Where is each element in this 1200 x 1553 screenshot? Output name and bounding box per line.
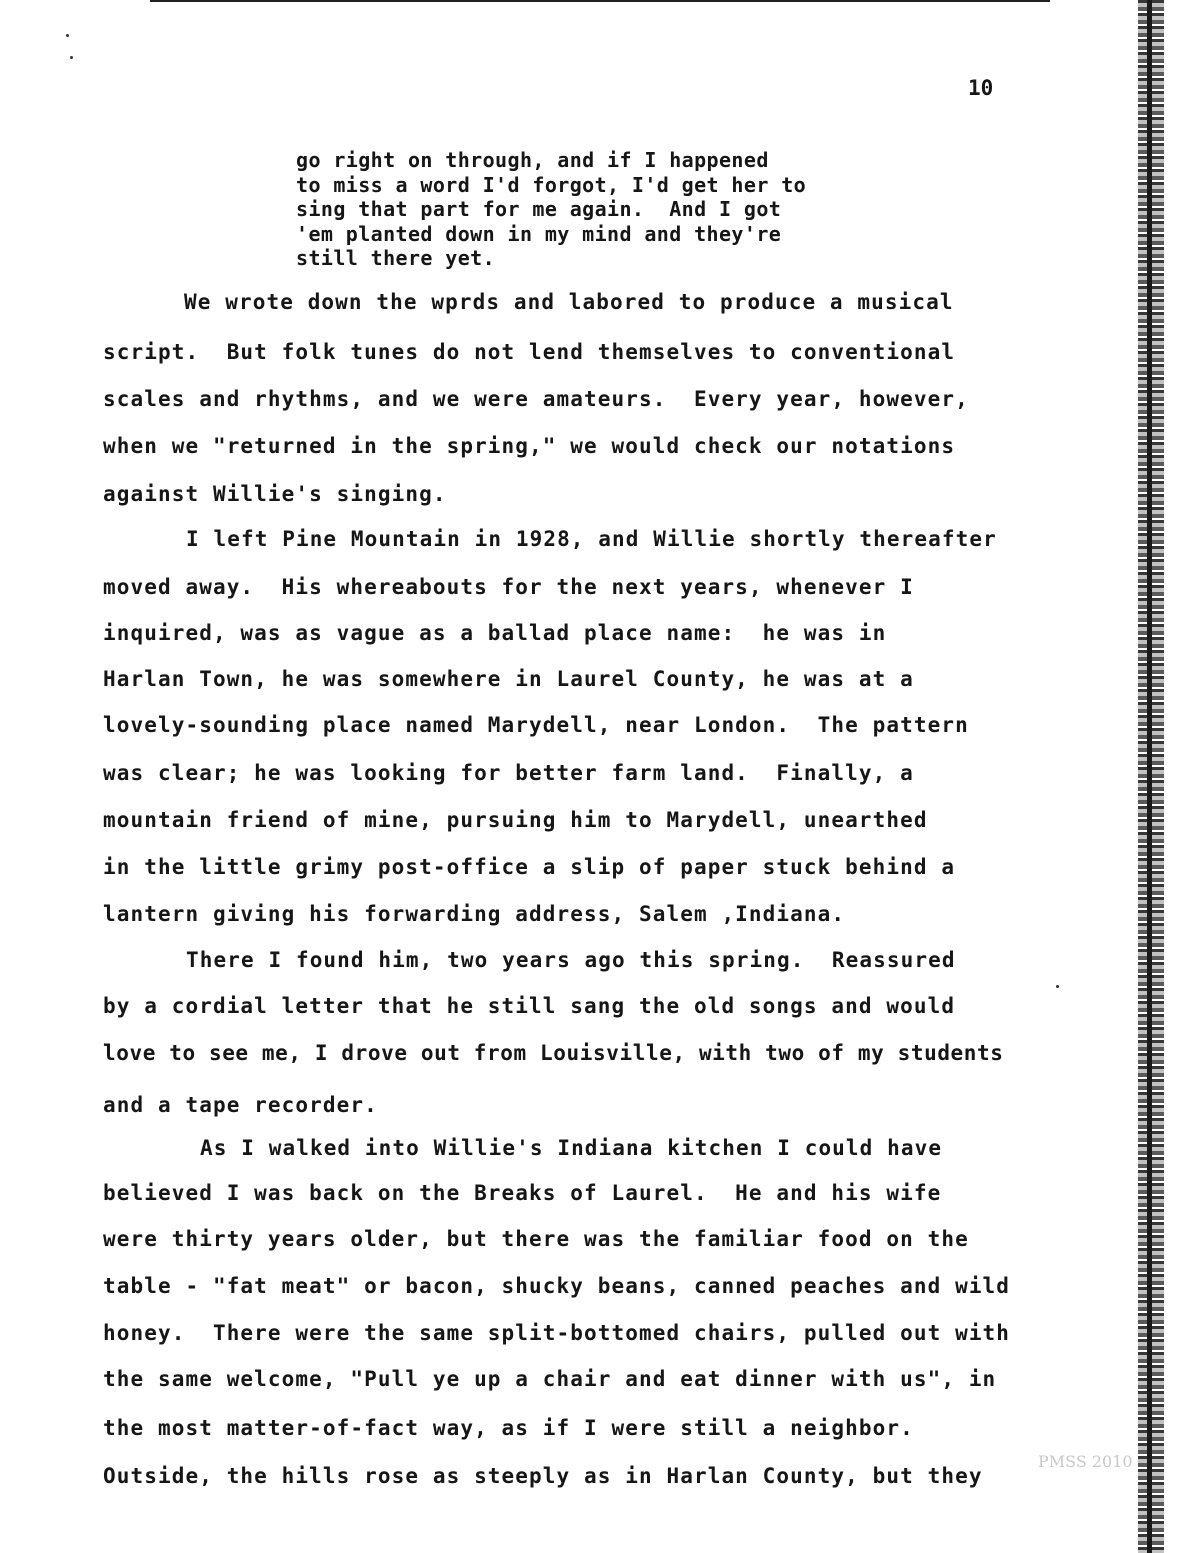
body-line: honey. There were the same split-bottomed chairs, pulled out with xyxy=(103,1321,1011,1345)
scan-edge-line xyxy=(1147,0,1152,1553)
speck xyxy=(1056,985,1059,988)
quote-line: still there yet. xyxy=(296,246,496,271)
quote-line: to miss a word I'd forgot, I'd get her to xyxy=(296,172,807,197)
body-line: As I walked into Willie's Indiana kitchen I could have xyxy=(200,1136,943,1160)
watermark: PMSS 2010 xyxy=(1038,1452,1133,1471)
body-line: in the little grimy post-office a slip of paper stuck behind a xyxy=(103,855,956,879)
body-line: script. But folk tunes do not lend themselves to conventional xyxy=(103,340,956,364)
body-line: were thirty years older, but there was the familiar food on the xyxy=(103,1227,969,1251)
body-line: scales and rhythms, and we were amateurs. Every year, however, xyxy=(103,387,969,411)
body-line: We wrote down the wprds and labored to produce a musical xyxy=(184,290,954,314)
quote-line: 'em planted down in my mind and they're xyxy=(296,221,782,246)
body-line: and a tape recorder. xyxy=(103,1093,378,1117)
body-line: by a cordial letter that he still sang the old songs and would xyxy=(103,994,956,1018)
body-line: believed I was back on the Breaks of Laurel. He and his wife xyxy=(103,1181,942,1205)
body-line: There I found him, two years ago this spring. Reassured xyxy=(186,948,956,972)
body-line: inquired, was as vague as a ballad place name: he was in xyxy=(103,621,887,645)
speck xyxy=(70,56,73,59)
body-line: the same welcome, "Pull ye up a chair and eat dinner with us", in xyxy=(103,1367,997,1391)
body-line: Outside, the hills rose as steeply as in Harlan County, but they xyxy=(103,1464,983,1488)
body-line: I left Pine Mountain in 1928, and Willie shortly thereafter xyxy=(186,527,997,551)
body-line: lovely-sounding place named Marydell, near London. The pattern xyxy=(103,713,969,737)
body-line: when we "returned in the spring," we would check our notations xyxy=(103,434,956,458)
top-rule xyxy=(150,0,1050,2)
speck xyxy=(66,34,69,37)
quote-line: sing that part for me again. And I got xyxy=(296,197,782,222)
body-line: mountain friend of mine, pursuing him to Marydell, unearthed xyxy=(103,808,928,832)
body-line: love to see me, I drove out from Louisville, with two of my students xyxy=(103,1041,1004,1065)
body-line: against Willie's singing. xyxy=(103,482,447,506)
body-line: the most matter-of-fact way, as if I were still a neighbor. xyxy=(103,1416,914,1440)
body-line: moved away. His whereabouts for the next years, whenever I xyxy=(103,575,914,599)
quote-line: go right on through, and if I happened xyxy=(296,148,769,172)
block-quote xyxy=(296,148,916,271)
body-line: lantern giving his forwarding address, Salem ,Indiana. xyxy=(103,902,846,926)
body-line: Harlan Town, he was somewhere in Laurel County, he was at a xyxy=(103,667,914,691)
page-number: 10 xyxy=(968,76,994,100)
body-line: was clear; he was looking for better farm land. Finally, a xyxy=(103,761,914,785)
body-line: table - "fat meat" or bacon, shucky beans, canned peaches and wild xyxy=(103,1274,1011,1298)
